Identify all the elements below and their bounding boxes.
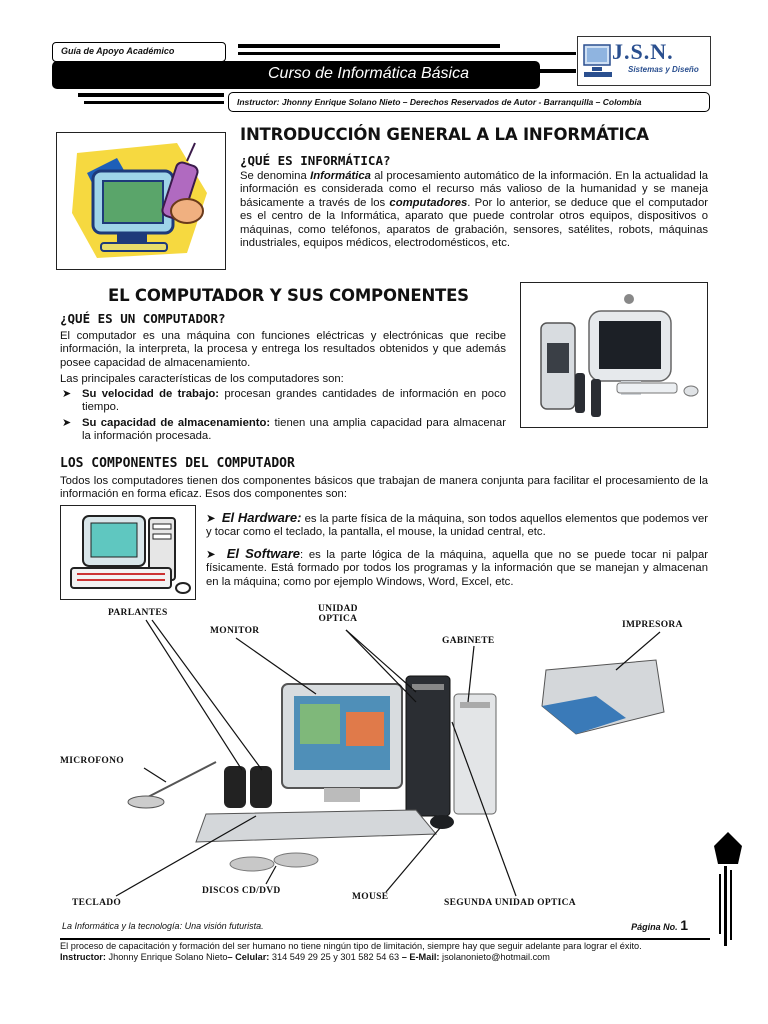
informatica-term: Informática — [310, 170, 371, 182]
computer-subtitle: ¿QUÉ ES UN COMPUTADOR? — [60, 311, 226, 326]
header-rule — [540, 69, 576, 73]
label-unidad-optica — [318, 604, 358, 624]
list-item-label: Su velocidad de trabajo: — [82, 388, 220, 400]
label-unidad-line2: OPTICA — [318, 614, 358, 624]
header-rule — [84, 101, 224, 104]
contact-email[interactable]: jsolanonieto@hotmail.com — [439, 952, 550, 962]
arrow-bullet-icon: ➤ — [206, 513, 216, 525]
software-text: : es la parte lógica de la máquina, aquella que no se puede tocar ni palpar físicamente. Está formado por todos los programas y la información que se manejan y almacenan en la máquina; como por ejemplo Windows, Word, Excel, etc. — [206, 549, 709, 588]
computadores-term: computadores — [389, 196, 468, 209]
contact-instructor: Jhonny Enrique Solano Nieto — [105, 952, 228, 962]
footer-tagline-row — [62, 917, 710, 933]
software-label: El Software — [226, 546, 301, 561]
page-number — [631, 917, 688, 933]
list-item-text: procesan grandes cantidades de información en poco tiempo. — [82, 388, 507, 414]
software-item — [206, 547, 708, 589]
page-label: Página No. — [631, 922, 678, 932]
page-number-value: 1 — [680, 917, 688, 933]
guide-label: Guía de Apoyo Académico — [52, 42, 226, 62]
intro-title: INTRODUCCIÓN GENERAL A LA INFORMÁTICA — [240, 125, 649, 144]
list-item — [60, 417, 506, 444]
contact-cel: 314 549 29 25 y 301 582 54 63 — [269, 952, 402, 962]
arrow-bullet-icon: ➤ — [62, 388, 72, 400]
contact-cel-label: – Celular: — [227, 952, 270, 962]
footer-tagline: La Informática y la tecnología: Una visión futurista. — [62, 921, 264, 931]
intro-text-c: . Por lo anterior, se deduce que el computador es el centro de la Informática, aparato que puede controlar otros equipos, dispositivos o máquinas, como teléfonos, aparatos de grabación, sensores, satélites, robots, máquinas industriales, equipos médicos, electrodomésticos, etc. — [240, 196, 708, 250]
label-mouse: MOUSE — [352, 892, 389, 902]
contact-email-label: – E-Mail: — [401, 952, 440, 962]
header-rule — [238, 52, 576, 55]
intro-text-a: Se denomina — [240, 170, 311, 182]
arrow-bullet-icon: ➤ — [206, 549, 216, 561]
components-title: LOS COMPONENTES DEL COMPUTADOR — [60, 456, 295, 471]
logo-text: J.S.N. — [612, 39, 674, 64]
label-microfono: MICROFONO — [60, 756, 124, 766]
intro-subtitle: ¿QUÉ ES INFORMÁTICA? — [240, 153, 391, 168]
diagram-illustration — [56, 602, 712, 914]
label-parlantes: PARLANTES — [108, 608, 168, 618]
hardware-label: El Hardware: — [221, 510, 302, 525]
clipart-image — [57, 133, 226, 270]
computer-paragraph-1: El computador es una máquina con funciones eléctricas y electrónicas que recibe información, la interpreta, la procesa y entrega los resultados obtenidos y que además posee capacidad de almacenamiento. — [60, 330, 506, 369]
desktop-clipart — [60, 505, 196, 600]
header-rule — [238, 44, 500, 48]
label-impresora: IMPRESORA — [622, 620, 683, 630]
label-gabinete: GABINETE — [442, 636, 495, 646]
instructor-line: Instructor: Jhonny Enrique Solano Nieto – Derechos Reservados de Autor - Barranquilla – Colombia — [228, 92, 710, 112]
jsn-logo — [577, 36, 711, 86]
footer-note-text: El proceso de capacitación y formación del ser humano no tiene ningún tipo de limitación, siempre hay que seguir adelante para lograr el éxito. — [60, 941, 642, 951]
computer-photo-image — [521, 283, 708, 428]
intro-text-b: al procesamiento automático de la información. En la actualidad la información es considerada como el recurso más valioso de la humanidad y se maneja básicamente a través de los — [240, 170, 708, 209]
footer-note — [60, 941, 720, 963]
arrow-bullet-icon: ➤ — [62, 416, 72, 429]
list-item-label: Su capacidad de almacenamiento: — [82, 416, 271, 429]
course-title: Curso de Informática Básica — [52, 61, 540, 89]
pen-nib-ornament-icon — [710, 830, 746, 950]
desktop-clipart-image — [61, 506, 196, 600]
list-item — [60, 388, 506, 415]
components-diagram — [56, 602, 712, 914]
computer-phone-clipart — [56, 132, 226, 270]
footer-rule — [60, 938, 710, 940]
footer-contact — [60, 952, 720, 963]
computer-title: EL COMPUTADOR Y SUS COMPONENTES — [108, 286, 469, 305]
header-rule — [78, 93, 224, 97]
components-paragraph: Todos los computadores tienen dos componentes básicos que trabajan de manera conjunta para facilitar el procesamiento de la información en forma eficaz. Esos dos componentes son: — [60, 475, 708, 501]
intro-paragraph — [240, 170, 708, 250]
label-unidad-line1: UNIDAD — [318, 604, 358, 614]
list-item-text: tienen una amplia capacidad para almacenar la información procesada. — [82, 416, 506, 443]
computer-photo — [520, 282, 708, 428]
computer-logo-icon — [582, 41, 616, 81]
hardware-item — [206, 511, 708, 540]
characteristics-list — [60, 388, 506, 446]
contact-instructor-label: Instructor: — [60, 952, 106, 962]
logo-subtitle: Sistemas y Diseño — [628, 65, 699, 74]
label-monitor: MONITOR — [210, 626, 260, 636]
computer-paragraph-2: Las principales características de los computadores son: — [60, 373, 344, 385]
hardware-text: es la parte física de la máquina, son todos aquellos elementos que podemos ver y tocar como el teclado, la pantalla, el mouse, la unidad central, etc. — [206, 513, 708, 539]
label-teclado: TECLADO — [72, 898, 122, 908]
label-discos: DISCOS CD/DVD — [202, 886, 281, 896]
label-segunda-unidad: SEGUNDA UNIDAD OPTICA — [444, 898, 576, 908]
